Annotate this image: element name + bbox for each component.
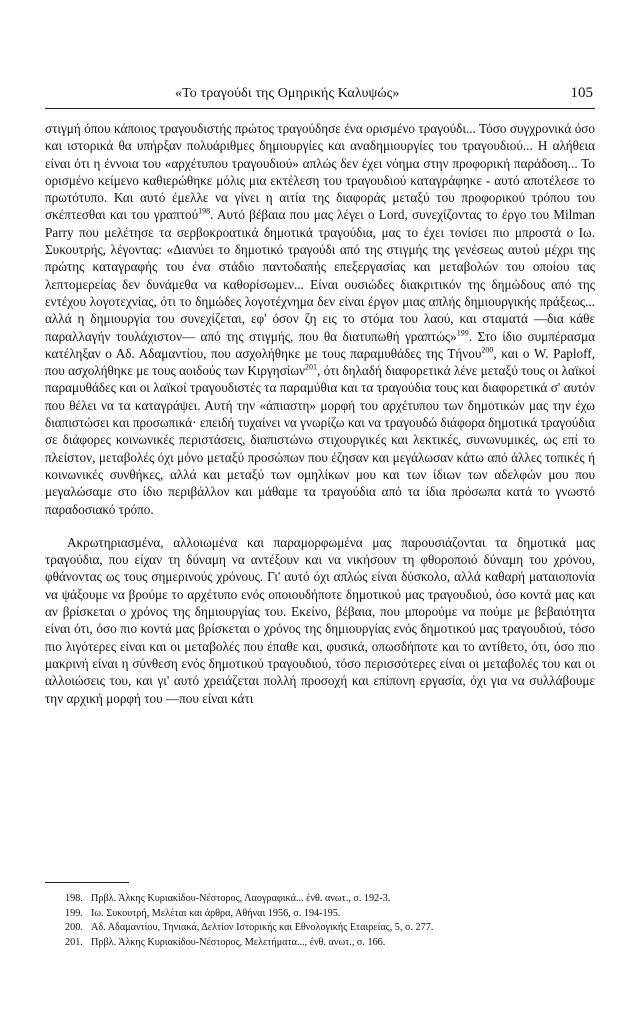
footnote-number: 198. (65, 893, 83, 904)
footnote-200 (45, 921, 595, 936)
paragraph-1 (45, 120, 595, 518)
footnote-number: 201. (65, 936, 83, 948)
running-title: «Το τραγούδι της Ομηρικής Καλυψώς» (175, 86, 400, 101)
body-text (45, 120, 595, 707)
footnote-198 (45, 892, 595, 907)
footnote-text: Ιω. Συκουτρή, Μελέται και άρθρα, Αθήναι 1956, σ. 194-195. (91, 907, 341, 919)
paragraph-1-part-e: , ότι δηλαδή διαφορετικά λένε μεταξύ τους οι λαϊκοί παραμυθάδες και οι λαϊκοί τραγουδιστές τα παραμύθια και τα τραγούδια τους και διαφορετικά σ' αυτόν που θέλει να τα καταγράψει. Αυτή την «άπιαστη» μορφή του αρχέτυπου των δημοτικών μας την έχω διαπιστώσει και προσωπικά· επειδή τυχαίνει να γνωρίζω και να τραγουδώ διάφορα δημοτικά τραγούδια σε διάφορες κοινωνικές περιστάσεις, διαπιστώνω στιχουργικές και λεκτικές, συνωνυμικές, ως επί το πλείστον, μεταβολές όχι μόνο μεταξύ προσώπων που έζησαν και μεγάλωσαν κάτω από άλλες τοπικές ή κοινωνικές συνθήκες, αλλά και μεταξύ των ομηλίκων μου και των ίδιων των αδελφών μου που μεγαλώσαμε στο ίδιο περιβάλλον και μάθαμε τα τραγούδια από τα ίδια πρόσωπα κατά το γνωστό παραδοσιακό τρόπο. (45, 363, 595, 517)
footnote-ref-198: 198 (198, 207, 211, 217)
footnote-text: Πρβλ. Άλκης Κυριακίδου-Νέστορος, Μελετήματα..., ένθ. ανωτ., σ. 166. (91, 936, 386, 948)
page-header (45, 86, 595, 109)
footnotes (45, 892, 595, 950)
paragraph-1-part-a: στιγμή όπου κάποιος τραγουδιστής πρώτος τραγούδησε ένα ορισμένο τραγούδι... Τόσο συγχρονικά όσο και ιστορικά θα υπήρξαν πολυάριθμες δημιουργίες και αναδημιουργίες του τραγουδιού... Η αλήθεια είναι ότι η έννοια του «αρχέτυπου τραγουδιού» απλώς δεν έχει νόημα στην προφορική παράδοση... Το ορισμένο κείμενο καθιερώθηκε μόλις μια εκτέλεση του τραγουδιού καταγράφηκε - αυτό αποτέλεσε το πρωτότυπο. Και αυτό έμελλε να γίνει η αιτία της διαφοράς μεταξύ του προφορικού τρόπου του σκέπτεσθαι και του γραπτού (45, 121, 595, 223)
footnote-number: 200. (65, 922, 83, 933)
footnote-number: 199. (65, 907, 83, 919)
footnote-ref-201: 201 (305, 362, 317, 372)
paragraph-1-part-b: . Αυτό βέβαια που μας λέγει ο Lord, συνεχίζοντας το έργο του Milman Parry που μελέτησε τα σερβοκροατικά δημοτικά τραγούδια, μας το έχει τονίσει πιο μπροστά ο Ιω. Συκουτρής, λέγοντας: «Διανύει το δημοτικό τραγούδι από της στιγμής της γενέσεως αυτού μέχρι της πρώτης καταγραφής του ένα στάδιο παντοδαπής επεξεργασίας και μεταβολών του οποίου τας λεπτομερείας δεν δυνάμεθα να καθορίσωμεν... Είναι ουσιώδες διακριτικόν της δημώδους από της εντέχου λογοτεχνίας, ότι το δημώδες λογοτέχνημα δεν είναι έργον μιας απλής δημιουργικής πράξεως... αλλά η δημιουργία του συνεχίζεται, εφ' όσον ζη εις το στόμα του λαού, και σταματά —δια κάθε παραλλαγήν τουλάχιστον— από της στιγμής, που θα διατυπωθή γραπτώς» (45, 207, 595, 344)
footnote-text: Πρβλ. Άλκης Κυριακίδου-Νέστορος, Λαογραφικά... ένθ. ανωτ., σ. 192-3. (91, 893, 391, 904)
paragraph-1-part-d: , και ο W. Paploff, που ασχολήθηκε με τους αοιδούς των Κιργησίων (45, 345, 595, 379)
paragraph-2: Ακρωτηριασμένα, αλλοιωμένα και παραμορφωμένα μας παρουσιάζονται τα δημοτικά μας τραγούδια, που είχαν τη δύναμη να αντέξουν και να νικήσουν τη φθοροποιό δύναμη του χρόνου, φθάνοντας ως τους σημερινούς χρόνους. Γι' αυτό όχι απλώς είναι δύσκολο, αλλά καθαρή ματαιοπονία να ψάξουμε να βρούμε το αρχέτυπο ενός οποιουδήποτε δημοτικού μας τραγουδιού, όσο κοντά μας και αν βρίσκεται ο χρόνος της δημιουργίας του. Εκείνο, βέβαια, που μπορούμε να πούμε με βεβαιότητα είναι ότι, όσο πιο κοντά μας βρίσκεται ο χρόνος της δημιουργίας ενός δημοτικού μας τραγουδιού, τόσο πιο λιγότερες είναι και οι μεταβολές που έπαθε και, φυσικά, οπωσδήποτε και το αντίθετο, ότι, όσο πιο μακρινή είναι η σύνθεση ενός δημοτικού τραγουδιού, τόσο περισσότερες είναι οι μεταβολές του και οι αλλοιώσεις του, και γι' αυτό χρειάζεται πολλή προσοχή και επίπονη εργασία, όχι για να συλλάβουμε την αρχική μορφή του —που είναι κάτι (45, 534, 595, 706)
footnote-ref-199: 199 (456, 328, 469, 338)
footnote-201 (45, 936, 595, 951)
footnote-text: Αδ. Αδαμαντίου, Τηνιακά, Δελτίον Ιστορικής και Εθνολογικής Εταιρείας, 5, σ. 277. (91, 922, 434, 933)
page-number: 105 (570, 85, 593, 101)
footnote-ref-200: 200 (481, 345, 494, 355)
footnote-divider (45, 882, 129, 883)
footnote-199 (45, 907, 595, 922)
paragraph-1-part-c: . Στο ίδιο συμπέρασμα κατέληξαν ο Αδ. Αδαμαντίου, που ασχολήθηκε με τους παραμυθάδες της Τήνου (45, 328, 595, 361)
